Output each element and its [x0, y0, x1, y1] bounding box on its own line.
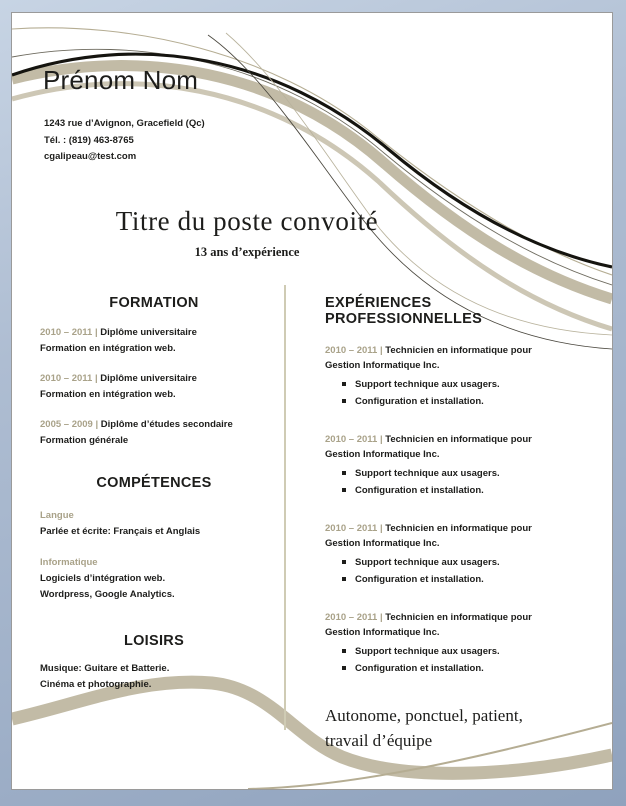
contact-address: 1243 rue d’Avignon, Gracefield (Qc) [44, 118, 205, 129]
experience-date: 2010 – 2011 [325, 434, 378, 445]
experience-bullets [325, 643, 587, 677]
formation-degree: Diplôme universitaire [100, 373, 197, 384]
experience-bullet: Support technique aux usagers. [355, 376, 587, 393]
tagline-line-1: Autonome, ponctuel, patient, [325, 706, 523, 725]
competence-line: Logiciels d’intégration web. [40, 573, 166, 584]
experience-years: 13 ans d’expérience [194, 245, 300, 259]
loisirs-line: Cinéma et photographie. [40, 679, 152, 690]
formation-entry [40, 417, 268, 449]
experience-bullet: Configuration et installation. [355, 482, 587, 499]
tagline-line-2: travail d’équipe [325, 731, 433, 750]
experience-separator: | [379, 523, 383, 534]
competence-line: Wordpress, Google Analytics. [40, 589, 175, 600]
contact-email: cgalipeau@test.com [44, 151, 137, 162]
experience-date: 2010 – 2011 [325, 523, 378, 534]
competence-line: Parlée et écrite: Français et Anglais [40, 526, 201, 537]
competence-group [40, 507, 268, 540]
experience-separator: | [379, 434, 383, 445]
experience-entry [325, 343, 587, 410]
column-divider [284, 285, 286, 730]
experience-role: Technicien en informatique pour [385, 523, 532, 534]
formation-separator: | [94, 373, 98, 384]
formation-degree: Diplôme d’études secondaire [100, 419, 233, 430]
experience-date: 2010 – 2011 [325, 345, 378, 356]
experience-bullet: Support technique aux usagers. [355, 554, 587, 571]
formation-date: 2010 – 2011 [40, 373, 93, 384]
experience-separator: | [379, 345, 383, 356]
competence-group [40, 554, 268, 603]
experience-bullets [325, 554, 587, 588]
experience-company: Gestion Informatique Inc. [325, 627, 440, 638]
section-heading-formation: FORMATION [109, 295, 199, 311]
contact-block [44, 116, 205, 166]
formation-separator: | [95, 419, 99, 430]
contact-phone: Tél. : (819) 463-8765 [44, 134, 134, 146]
experience-bullets [325, 465, 587, 499]
loisirs-line: Musique: Guitare et Batterie. [40, 663, 170, 674]
competence-label: Langue [40, 510, 74, 521]
loisirs-block [40, 661, 268, 693]
experience-bullet: Support technique aux usagers. [355, 465, 587, 482]
experience-bullet: Configuration et installation. [355, 393, 587, 410]
left-column [40, 295, 268, 707]
experience-bullet: Configuration et installation. [355, 571, 587, 588]
experience-entry [325, 432, 587, 499]
section-heading-experiences: EXPÉRIENCES PROFESSIONNELLES [325, 295, 483, 327]
right-column [325, 295, 587, 699]
section-heading-loisirs: LOISIRS [123, 633, 185, 649]
formation-date: 2005 – 2009 [40, 419, 93, 430]
formation-degree: Diplôme universitaire [100, 327, 197, 338]
experience-entry [325, 610, 587, 677]
formation-detail: Formation en intégration web. [40, 389, 176, 400]
formation-date: 2010 – 2011 [40, 327, 93, 338]
experience-bullet: Configuration et installation. [355, 660, 587, 677]
candidate-name: Prénom Nom [43, 65, 199, 95]
closing-tagline [325, 703, 575, 753]
competence-label: Informatique [40, 557, 98, 568]
experience-separator: | [379, 612, 383, 623]
experience-entry [325, 521, 587, 588]
formation-entry [40, 371, 268, 403]
formation-detail: Formation générale [40, 435, 129, 446]
experience-role: Technicien en informatique pour [385, 345, 532, 356]
section-heading-competences: COMPÉTENCES [96, 475, 212, 491]
experience-company: Gestion Informatique Inc. [325, 538, 440, 549]
experience-date: 2010 – 2011 [325, 612, 378, 623]
formation-detail: Formation en intégration web. [40, 343, 176, 354]
formation-separator: | [94, 327, 98, 338]
formation-entry [40, 325, 268, 357]
job-title: Titre du poste convoité [115, 206, 379, 236]
experience-role: Technicien en informatique pour [385, 434, 532, 445]
experience-company: Gestion Informatique Inc. [325, 449, 440, 460]
resume-page [11, 12, 613, 790]
experience-role: Technicien en informatique pour [385, 612, 532, 623]
experience-bullets [325, 376, 587, 410]
experience-company: Gestion Informatique Inc. [325, 360, 440, 371]
experience-bullet: Support technique aux usagers. [355, 643, 587, 660]
